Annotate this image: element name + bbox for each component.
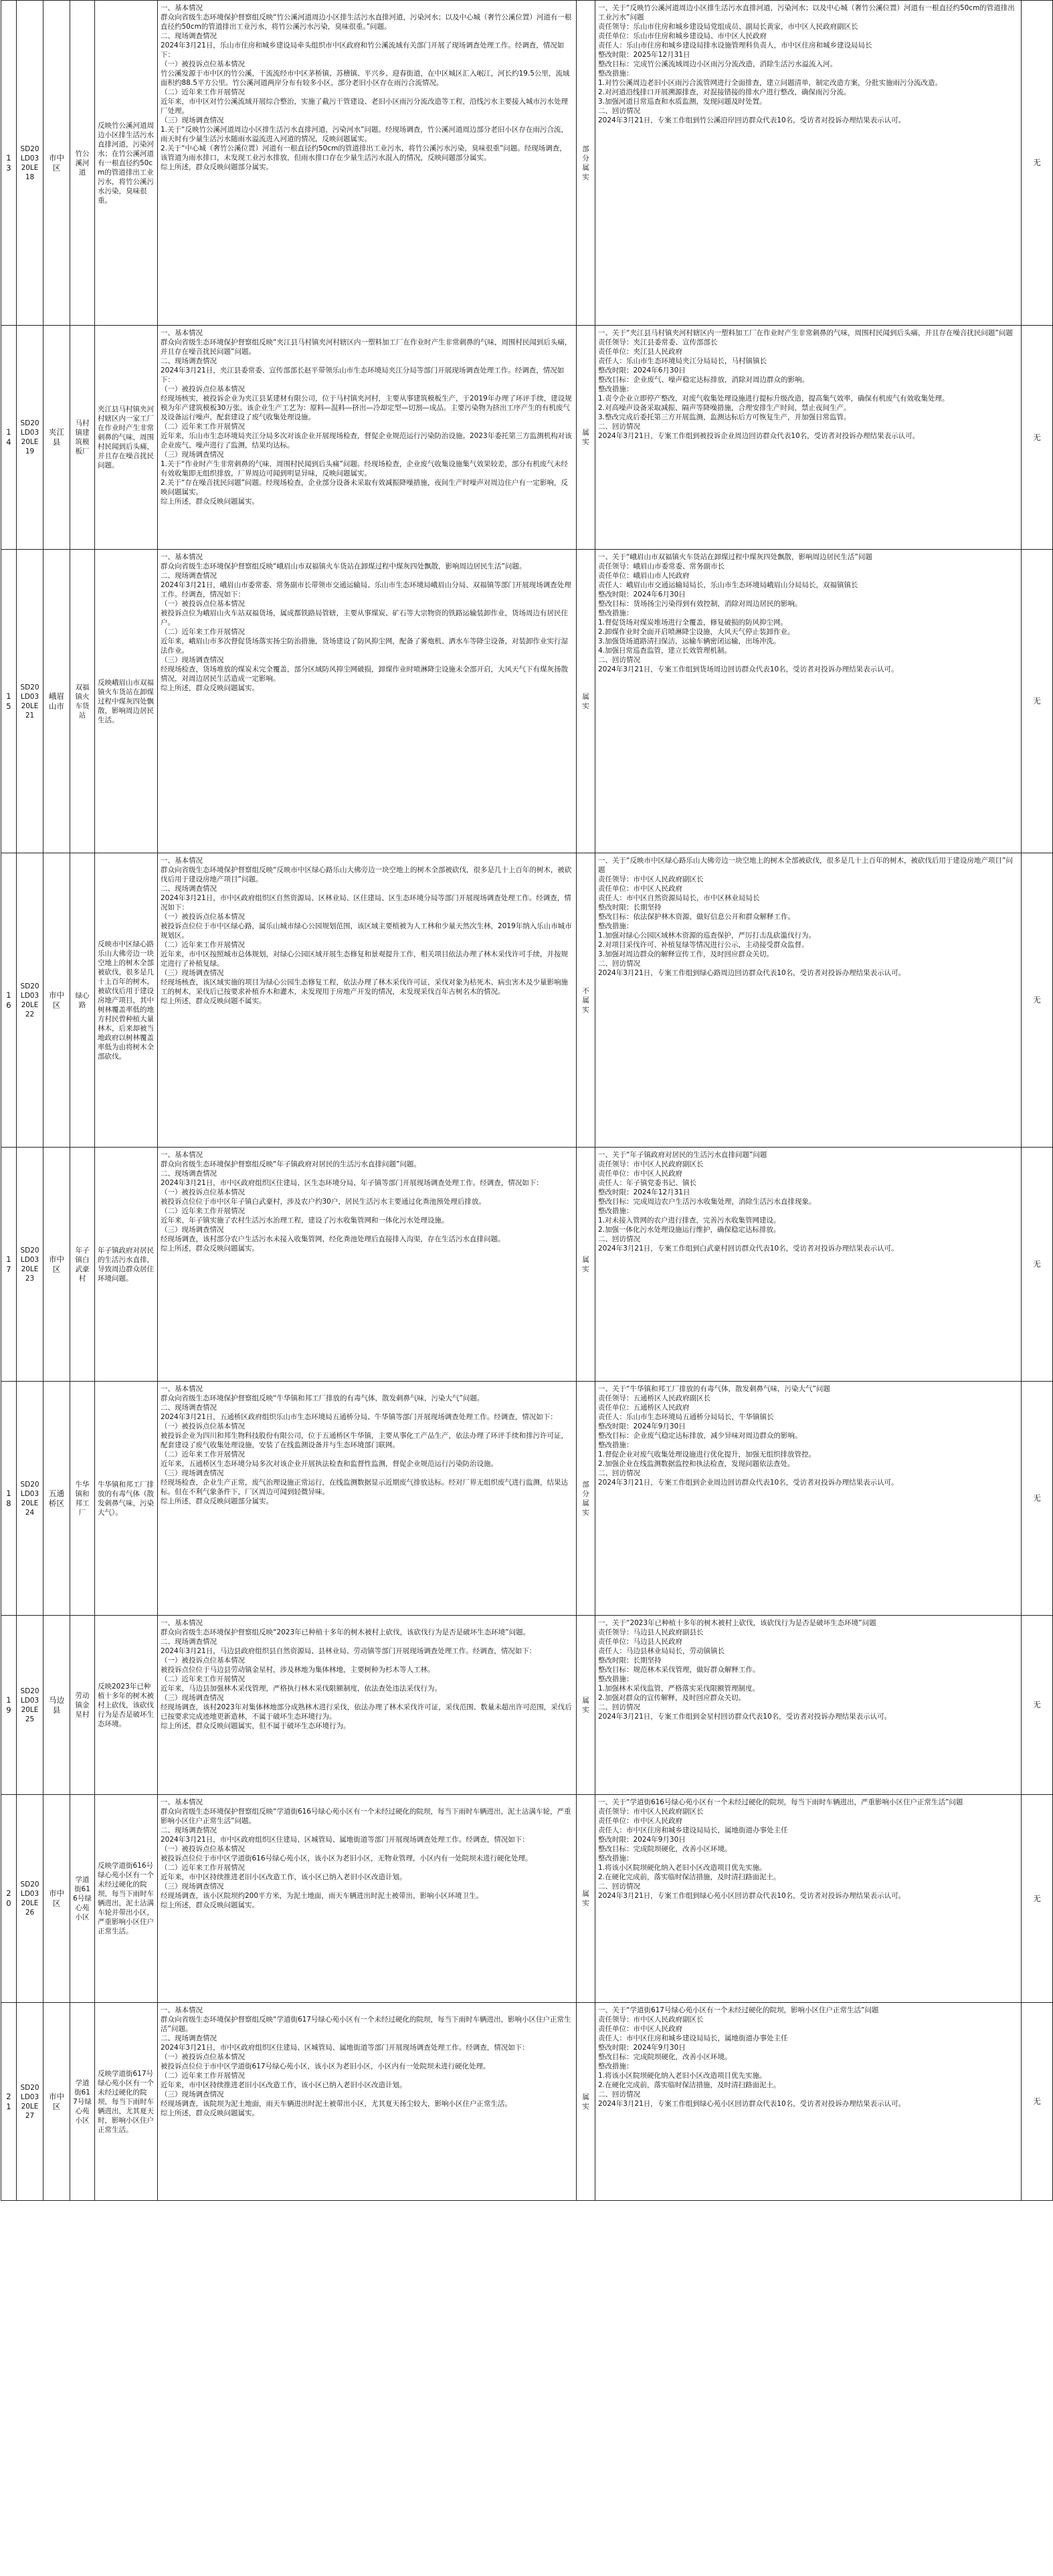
row-number: 19: [1, 1616, 17, 1795]
table-row: [1, 1148, 1053, 1382]
district-name: 市中区: [43, 1795, 70, 2003]
district-name: 市中区: [43, 1, 70, 326]
complaint-subject: 竹公溪河道: [70, 1, 95, 326]
district-name: 市中区: [43, 1148, 70, 1382]
handling-text: 一、关于“学道街617号绿心苑小区有一个未经过硬化的院坝，影响小区住户正常生活”问题 责任领导：市中区人民政府副区长 责任单位：市中区人民政府 责任人：市中区住房和城乡建设局局长，属地街道办事处主任 整改时限：2024年9月30日 整改目标：完成院坝硬化，改善小区环境。 整改措施： 1.将该小区院坝硬化纳入老旧小区改造项目优先实施。 2.在硬化完成前，落实临时保洁措施，及时清扫路面泥土。 二、回访情况 2024年3月21日，专案工作组到绿心苑小区回访群众代表10名，受访者对投诉办理结果表示认可。: [595, 2003, 1022, 2201]
row-number: 15: [1, 550, 17, 853]
district-name: 峨眉山市: [43, 550, 70, 853]
district-name: 夹江县: [43, 326, 70, 550]
penalty-note: 无: [1022, 326, 1053, 550]
table-row: [1, 2003, 1053, 2201]
handling-text: 一、关于“2023年已种植十多年的树木被村上砍伐，该砍伐行为是否是破坏生态环境”问题 责任领导：马边县人民政府副县长 责任单位：马边县人民政府 责任人：马边县林业局局长，劳动镇镇长 整改时限：长期坚持 整改目标：规范林木采伐管理，做好群众解释工作。 整改措施： 1.加强林木采伐监管，严格落实采伐限额管理制度。 2.加强对群众的宣传解释，及时回应群众关切。 二、回访情况 2024年3月21日，专案工作组到金星村回访群众代表10名，受访者对投诉办理结果表示认可。: [595, 1616, 1022, 1795]
handling-text: 一、关于“学道街616号绿心苑小区有一个未经过硬化的院坝，每当下雨时车辆进出，严重影响小区住户正常生活”问题 责任领导：市中区人民政府副区长 责任单位：市中区人民政府 责任人：市中区住房和城乡建设局局长，属地街道办事处主任 整改时限：2024年9月30日 整改目标：完成院坝硬化，改善小区环境。 整改措施： 1.将该小区院坝硬化纳入老旧小区改造项目优先实施。 2.在硬化完成前，落实临时保洁措施，及时清扫路面泥土。 二、回访情况 2024年3月21日，专案工作组到绿心苑小区回访群众代表10名，受访者对投诉办理结果表示认可。: [595, 1795, 1022, 2003]
table-row: [1, 326, 1053, 550]
investigation-text: 一、基本情况 群众向省级生态环境保护督察组反映“峨眉山市双福镇火车货站在卸煤过程中煤灰四处飘散，影响周边居民生活”问题。 二、现场调查情况 2024年3月21日，峨眉山市委常委、常务副市长带领市交通运输局、乐山市生态环境局峨眉山分局、双福镇等部门开展现场调查处理工作。经调查，情况如下： （一）被投诉点位基本情况 被投诉点位为峨眉山火车站双福货场，属成都铁路局管辖，主要从事煤炭、矿石等大宗物资的铁路运输装卸作业，货场周边有居民住户。 （二）近年来工作开展情况 近年来，峨眉山市多次督促货场落实扬尘防治措施，货场建设了防风抑尘网，配备了雾炮机、洒水车等降尘设备，对装卸作业实行湿法作业。 （三）现场调查情况 经现场检查，货场堆放的煤炭未完全覆盖，部分区域防风抑尘网破损，卸煤作业时喷淋降尘设施未全部开启，大风天气下有煤灰扬散情况，对周边居民生活造成一定影响。 综上所述，群众反映问题属实。: [158, 550, 577, 853]
row-number: 21: [1, 2003, 17, 2201]
verdict-label: 属实: [577, 1616, 595, 1795]
case-code: SD20 LD03 20LE 26: [17, 1795, 43, 2003]
complaint-summary: 反映学道街617号绿心苑小区有一个未经过硬化的院坝，每当下雨时车辆进出，尤其夏天时，影响小区住户正常生活。: [95, 2003, 158, 2201]
complaint-subject: 学道街616号绿心苑小区: [70, 1795, 95, 2003]
row-number: 16: [1, 853, 17, 1148]
penalty-note: 无: [1022, 1382, 1053, 1616]
handling-text: 一、关于“反映市中区绿心路乐山大佛旁边一块空地上的树木全部被砍伐，很多是几十上百年的树木，被砍伐后用于建设房地产项目”问题 责任领导：市中区人民政府副区长 责任单位：市中区人民政府 责任人：市中区自然资源局局长，市中区林业局局长 整改时限：长期坚持 整改目标：依法保护林木资源，做好信息公开和群众解释工作。 整改措施： 1.加强对绿心公园区域林木资源的巡查保护，严厉打击乱砍滥伐行为。 2.对项目采伐许可、补植复绿等情况进行公示，主动接受群众监督。 3.加强对周边群众的解释宣传工作，及时回应群众关切。 二、回访情况 2024年3月21日，专案工作组到绿心路周边回访群众代表10名，受访者对投诉办理结果表示认可。: [595, 853, 1022, 1148]
handling-text: 一、关于“反映竹公溪河道周边小区排生活污水直排河道，污染河水；以及中心城（奢竹公溪位置）河道有一根直径约50cm的管道排出工业污水”问题 责任领导：乐山市住房和城乡建设局党组成员、副局长黄家，市中区人民政府副区长 责任单位：乐山市住房和城乡建设局、市中区人民政府 责任人：乐山市住房和城乡建设局排水设施管理科负责人，市中区住房和城乡建设局局长 整改时限：2025年12月31日 整改目标：完成竹公溪流域周边小区雨污分流改造，消除生活污水溢流入河。 整改措施： 1.对竹公溪周边老旧小区雨污合流管网进行全面排查，建立问题清单，制定改造方案，分批实施雨污分流改造。 2.对河道沿线排口开展溯源排查，对混接错接的排水户进行整改，确保雨污分流。 3.加强河道日常巡查和水质监测，发现问题及时处置。 二、回访情况 2024年3月21日，专案工作组到竹公溪沿岸回访群众代表10名，受访者对投诉办理结果表示认可。: [595, 1, 1022, 326]
investigation-text: 一、基本情况 群众向省级生态环境保护督察组反映“反映市中区绿心路乐山大佛旁边一块空地上的树木全部被砍伐，很多是几十上百年的树木，被砍伐后用于建设房地产项目”问题。 二、现场调查情况 2024年3月21日，市中区政府组织区自然资源局、区林业局、区住建局、区生态环境分局等部门开展现场调查处理工作。经调查，情况如下： （一）被投诉点位基本情况 被投诉点位位于市中区绿心路，属乐山城市绿心公园规划范围，该区域主要植被为人工林和少量天然次生林，2019年纳入乐山市城市规划区。 （二）近年来工作开展情况 近年来，市中区按照城市总体规划，对绿心公园区域开展生态修复和景观提升工作，相关项目依法办理了林木采伐许可手续，并按规定进行了补植复绿。 （三）现场调查情况 经现场核查，该区域实施的项目为绿心公园生态修复工程，依法办理了林木采伐许可证，采伐对象为枯死木、病虫害木及少量影响施工的树木，采伐后已按要求补植乔木和灌木，未发现用于房地产开发的情况，未发现采伐百年古树名木的情况。 综上所述，群众反映问题不属实。: [158, 853, 577, 1148]
investigation-text: 一、基本情况 群众向省级生态环境保护督察组反映“年子镇政府对居民的生活污水直排问题”问题。 二、现场调查情况 2024年3月21日，市中区政府组织区住建局、区生态环境分局、年子镇等部门开展现场调查处理工作。经调查，情况如下： （一）被投诉点位基本情况 被投诉点位位于市中区年子镇白武豪村，涉及农户约30户，居民生活污水主要通过化粪池预处理后排放。 （二）近年来工作开展情况 近年来，年子镇实施了农村生活污水治理工程，建设了污水收集管网和一体化污水处理设施。 （三）现场调查情况 经现场调查，该村部分农户生活污水未接入收集管网，经化粪池处理后直接排入沟渠，存在生活污水直排问题。 综上所述，群众反映问题属实。: [158, 1148, 577, 1382]
district-name: 市中区: [43, 2003, 70, 2201]
table-row: [1, 1382, 1053, 1616]
district-name: 马边县: [43, 1616, 70, 1795]
table-body: [1, 1, 1053, 2201]
penalty-note: 无: [1022, 1, 1053, 326]
verdict-label: 属实: [577, 550, 595, 853]
verdict-label: 属实: [577, 2003, 595, 2201]
investigation-text: 一、基本情况 群众向省级生态环境保护督察组反映“学道街617号绿心苑小区有一个未经过硬化的院坝，每当下雨时车辆进出，影响小区住户正常生活”问题。 二、现场调查情况 2024年3月21日，市中区政府组织区住建局、区城管局、属地街道等部门开展现场调查处理工作。经调查，情况如下： （一）被投诉点位基本情况 被投诉点位位于市中区学道街617号绿心苑小区，该小区为老旧小区，小区内有一处院坝未进行硬化处理。 （二）近年来工作开展情况 近年来，市中区持续推进老旧小区改造工作，该小区已纳入老旧小区改造计划。 （三）现场调查情况 经现场调查，该院坝为泥土地面，雨天车辆进出时泥土被带出小区，尤其夏天扬尘较大，影响小区住户正常生活。 综上所述，群众反映问题属实。: [158, 2003, 577, 2201]
complaint-summary: 反映学道街616号绿心苑小区有一个未经过硬化的院坝，每当下雨时车辆进出，泥土沾满车轮并带出小区，严重影响小区住户正常生活。: [95, 1795, 158, 2003]
penalty-note: 无: [1022, 2003, 1053, 2201]
verdict-label: 属实: [577, 1795, 595, 2003]
row-number: 18: [1, 1382, 17, 1616]
complaint-summary: 反映2023年已种植十多年的树木被村上砍伐，该砍伐行为是否是破坏生态环境。: [95, 1616, 158, 1795]
complaint-subject: 双福镇火车货站: [70, 550, 95, 853]
table-row: [1, 1, 1053, 326]
complaint-summary: 反映峨眉山市双福镇火车货站在卸煤过程中煤灰四处飘散，影响周边居民生活。: [95, 550, 158, 853]
investigation-text: 一、基本情况 群众向省级生态环境保护督察组反映“学道街616号绿心苑小区有一个未经过硬化的院坝，每当下雨时车辆进出，泥土沾满车轮，严重影响小区住户正常生活”问题。 二、现场调查情况 2024年3月21日，市中区政府组织区住建局、区城管局、属地街道等部门开展现场调查处理工作。经调查，情况如下： （一）被投诉点位基本情况 被投诉点位位于市中区学道街616号绿心苑小区，该小区为老旧小区，无物业管理，小区内有一处院坝未进行硬化处理。 （二）近年来工作开展情况 近年来，市中区持续推进老旧小区改造工作，该小区已纳入老旧小区改造计划。 （三）现场调查情况 经现场调查，该小区院坝约200平方米，为泥土地面，雨天车辆进出时泥土被带出，影响小区环境卫生。 综上所述，群众反映问题属实。: [158, 1795, 577, 2003]
investigation-text: 一、基本情况 群众向省级生态环境保护督察组反映“夹江县马村镇夹河村辖区内一塑料加工厂在作业时产生非常刺鼻的气味，周围村民闻到后头痛，并且存在噪音扰民问题”问题。 二、现场调查情况 2024年3月21日，夹江县委常委、宣传部部长赵平带领乐山市生态环境局夹江分局等部门开展现场调查处理工作。经调查，情况如下： （一）被投诉点位基本情况 经现场核实，被投诉企业为夹江县某建材有限公司，位于马村镇夹河村，主要从事建筑模板生产，于2019年办理了环评手续，建设规模为年产建筑模板30万张。该企业生产工艺为：原料—混料—挤出—冷却定型—切割—成品。主要污染物为挤出工序产生的有机废气及设备运行噪声，配套建设了废气收集处理设施。 （二）近年来工作开展情况 近年来，乐山市生态环境局夹江分局多次对该企业开展现场检查，督促企业规范运行污染防治设施。2023年委托第三方监测机构对该企业废气、噪声进行了监测，结果均达标。 （三）现场调查情况 1.关于“作业时产生非常刺鼻的气味，周围村民闻到后头痛”问题。经现场检查，企业废气收集设施集气效果较差，部分有机废气未经有效收集即无组织排放，厂界周边可闻到明显异味，反映问题属实。 2.关于“存在噪音扰民问题”问题。经现场检查，企业部分设备未采取有效减振降噪措施，夜间生产时噪声对周边住户有一定影响，反映问题属实。 综上所述，群众反映问题属实。: [158, 326, 577, 550]
penalty-note: 无: [1022, 1795, 1053, 2003]
case-code: SD20 LD03 20LE 21: [17, 550, 43, 853]
case-code: SD20 LD03 20LE 19: [17, 326, 43, 550]
case-code: SD20 LD03 20LE 18: [17, 1, 43, 326]
handling-text: 一、关于“年子镇政府对居民的生活污水直排问题”问题 责任领导：市中区人民政府副区长 责任单位：市中区人民政府 责任人：年子镇党委书记、镇长 整改时限：2024年12月31日 整改目标：完成周边农户生活污水收集处理，消除生活污水直排现象。 整改措施： 1.对未接入管网的农户进行排查，完善污水收集管网建设。 2.加强一体化污水处理设施运行维护，确保稳定达标排放。 二、回访情况 2024年3月21日，专案工作组到白武豪村回访群众代表10名，受访者对投诉办理结果表示认可。: [595, 1148, 1022, 1382]
verdict-label: 部分 属实: [577, 1, 595, 326]
verdict-label: 属实: [577, 326, 595, 550]
table-row: [1, 550, 1053, 853]
complaint-subject: 劳动镇金星村: [70, 1616, 95, 1795]
case-code: SD20 LD03 20LE 25: [17, 1616, 43, 1795]
complaint-subject: 牛华镇和邦工厂: [70, 1382, 95, 1616]
complaint-subject: 年子镇白武豪村: [70, 1148, 95, 1382]
case-code: SD20 LD03 20LE 22: [17, 853, 43, 1148]
investigation-text: 一、基本情况 群众向省级生态环境保护督察组反映“牛华镇和邦工厂排放的有毒气体，散发刺鼻气味，污染大气”问题。 二、现场调查情况 2024年3月21日，五通桥区政府组织乐山市生态环境局五通桥分局、牛华镇等部门开展现场调查处理工作。经调查，情况如下： （一）被投诉点位基本情况 被投诉企业为四川和邦生物科技股份有限公司，位于五通桥区牛华镇，主要从事化工产品生产，依法办理了环评手续和排污许可证，配套建设了废气收集处理设施，安装了在线监测设备并与生态环境部门联网。 （二）近年来工作开展情况 近年来，五通桥区生态环境分局多次对该企业开展执法检查和监督性监测，督促企业规范运行污染防治设施。 （三）现场调查情况 经现场检查，企业生产正常，废气治理设施正常运行，在线监测数据显示近期废气排放达标。经对厂界无组织废气进行监测，结果达标。但在不利气象条件下，厂区周边可闻到轻微异味。 综上所述，群众反映问题部分属实。: [158, 1382, 577, 1616]
verdict-label: 部分 属实: [577, 1382, 595, 1616]
complaint-summary: 反映竹公溪河道周边小区排生活污水直排河道，污染河水；在竹公溪河道有一根直径约50cm的管道排出工业污水，将竹公溪污水污染，臭味很重。: [95, 1, 158, 326]
row-number: 17: [1, 1148, 17, 1382]
complaint-summary: 夹江县马村镇夹河村辖区内一家工厂在作业时产生非常刺鼻的气味，周围村民闻到后头痛，并且存在噪音扰民问题。: [95, 326, 158, 550]
case-code: SD20 LD03 20LE 27: [17, 2003, 43, 2201]
complaint-table: [1, 0, 1053, 2201]
penalty-note: 无: [1022, 1148, 1053, 1382]
table-row: [1, 1795, 1053, 2003]
complaint-subject: 马村镇建筑模板厂: [70, 326, 95, 550]
row-number: 13: [1, 1, 17, 326]
row-number: 20: [1, 1795, 17, 2003]
handling-text: 一、关于“峨眉山市双福镇火车货站在卸煤过程中煤灰四处飘散，影响周边居民生活”问题 责任领导：峨眉山市委常委、常务副市长 责任单位：峨眉山市人民政府 责任人：峨眉山市交通运输局局长，乐山市生态环境局峨眉山分局局长，双福镇镇长 整改时限：2024年6月30日 整改目标：货场扬尘污染得到有效控制，消除对周边居民的影响。 整改措施： 1.督促货场对煤炭堆场进行全覆盖，修复破损的防风抑尘网。 2.卸煤作业时全面开启喷淋降尘设施，大风天气停止装卸作业。 3.加强货场道路清扫保洁，运输车辆密闭运输，出场冲洗。 4.加强日常巡查监管，建立长效管理机制。 二、回访情况 2024年3月21日，专案工作组到货场周边回访群众代表10名，受访者对投诉办理结果表示认可。: [595, 550, 1022, 853]
complaint-subject: 绿心路: [70, 853, 95, 1148]
penalty-note: 无: [1022, 1616, 1053, 1795]
case-code: SD20 LD03 20LE 24: [17, 1382, 43, 1616]
case-code: SD20 LD03 20LE 23: [17, 1148, 43, 1382]
handling-text: 一、关于“牛华镇和邦工厂排放的有毒气体，散发刺鼻气味，污染大气”问题 责任领导：五通桥区人民政府副区长 责任单位：五通桥区人民政府 责任人：乐山市生态环境局五通桥分局局长，牛华镇镇长 整改时限：2024年9月30日 整改目标：企业废气稳定达标排放，减少异味对周边群众的影响。 整改措施： 1.督促企业对废气收集处理设施进行优化提升，加强无组织排放管控。 2.加强企业在线监测数据监控和执法检查，发现问题依法查处。 二、回访情况 2024年3月21日，专案工作组到企业周边回访群众代表10名，受访者对投诉办理结果表示认可。: [595, 1382, 1022, 1616]
verdict-label: 属实: [577, 1148, 595, 1382]
table-row: [1, 1616, 1053, 1795]
penalty-note: 无: [1022, 550, 1053, 853]
handling-text: 一、关于“夹江县马村镇夹河村辖区内一塑料加工厂在作业时产生非常刺鼻的气味，周围村民闻到后头痛，并且存在噪音扰民问题”问题 责任领导：夹江县委常委、宣传部部长 责任单位：夹江县人民政府 责任人：乐山市生态环境局夹江分局局长，马村镇镇长 整改时限：2024年6月30日 整改目标：企业废气、噪声稳定达标排放，消除对周边群众的影响。 整改措施： 1.责令企业立即停产整改，对废气收集处理设施进行提标升级改造，提高集气效率，确保有机废气有效收集处理。 2.对高噪声设备采取减振、隔声等降噪措施，合理安排生产时间，禁止夜间生产。 3.整改完成后委托第三方开展监测，监测达标后方可恢复生产，并加强日常监管。 二、回访情况 2024年3月21日，专案工作组到被投诉企业周边回访群众代表10名，受访者对投诉办理结果表示认可。: [595, 326, 1022, 550]
table-row: [1, 853, 1053, 1148]
row-number: 14: [1, 326, 17, 550]
verdict-label: 不属实: [577, 853, 595, 1148]
district-name: 市中区: [43, 853, 70, 1148]
complaint-summary: 年子镇政府对居民的生活污水直排，导致周边群众居住环境问题。: [95, 1148, 158, 1382]
district-name: 五通桥区: [43, 1382, 70, 1616]
investigation-text: 一、基本情况 群众向省级生态环境保护督察组反映“竹公溪河道周边小区排生活污水直排河道，污染河水；以及中心城（奢竹公溪位置）河道有一根直径约50cm的管道排出工业污水，将竹公溪污水污染，臭味很重。”问题。 二、现场调查情况 2024年3月21日，乐山市住房和城乡建设局牵头组织市中区政府和竹公溪流域有关部门开展了现场调查处理工作。经调查，情况如下： （一）被投诉点位基本情况 竹公溪发源于市中区的竹公溪，干流流经市中区茅桥镇、苏稽镇、平兴乡、迎春街道，在中区城区汇入岷江，河长约19.5公里，流域面积约88.5平方公里。竹公溪河道两岸分布有较多小区，部分老旧小区存在雨污合流情况。 （二）近年来工作开展情况 近年来，市中区对竹公溪流域开展综合整治，实施了截污干管建设、老旧小区雨污分流改造等工程，沿线污水主要接入城市污水处理厂处理。 （三）现场调查情况 1.关于“反映竹公溪河道周边小区排生活污水直排河道，污染河水”问题。经现场调查，竹公溪河道周边部分老旧小区存在雨污合流，雨天时有少量生活污水随雨水溢流进入河道的情况，反映问题属实。 2.关于“中心城（奢竹公溪位置）河道有一根直径约50cm的管道排出工业污水，将竹公溪污水污染，臭味很重”问题。经现场调查，该管道为雨水排口，未发现工业污水排放，但雨水排口存在少量生活污水混入的情况，反映问题部分属实。 综上所述，群众反映问题部分属实。: [158, 1, 577, 326]
complaint-summary: 牛华镇和邦工厂排放的有毒气体（散发刺鼻气味，污染大气）。: [95, 1382, 158, 1616]
complaint-summary: 反映市中区绿心路乐山大佛旁边一块空地上的树木全部被砍伐，很多是几十上百年的树木，被砍伐后用于建设房地产项目，其中树林覆盖率低的地方村民曾种植大量林木，后来却被当地政府以树林覆盖率低为由将树木全部砍伐。: [95, 853, 158, 1148]
penalty-note: 无: [1022, 853, 1053, 1148]
complaint-subject: 学道街617号绿心苑小区: [70, 2003, 95, 2201]
investigation-text: 一、基本情况 群众向省级生态环境保护督察组反映“2023年已种植十多年的树木被村上砍伐，该砍伐行为是否是破坏生态环境”问题。 二、现场调查情况 2024年3月21日，马边县政府组织县自然资源局、县林业局、劳动镇等部门开展现场调查处理工作。经调查，情况如下： （一）被投诉点位基本情况 被投诉点位位于马边县劳动镇金星村，涉及林地为集体林地，主要树种为杉木等人工林。 （二）近年来工作开展情况 近年来，马边县加强林木采伐管理，严格执行林木采伐限额制度，依法查处违法采伐行为。 （三）现场调查情况 经现场调查，该村2023年对集体林地部分成熟林木进行采伐，依法办理了林木采伐许可证，采伐范围、数量未超出许可范围，采伐后已按要求完成迹地更新造林，不属于破坏生态环境行为。 综上所述，群众反映问题属实，但不属于破坏生态环境行为。: [158, 1616, 577, 1795]
